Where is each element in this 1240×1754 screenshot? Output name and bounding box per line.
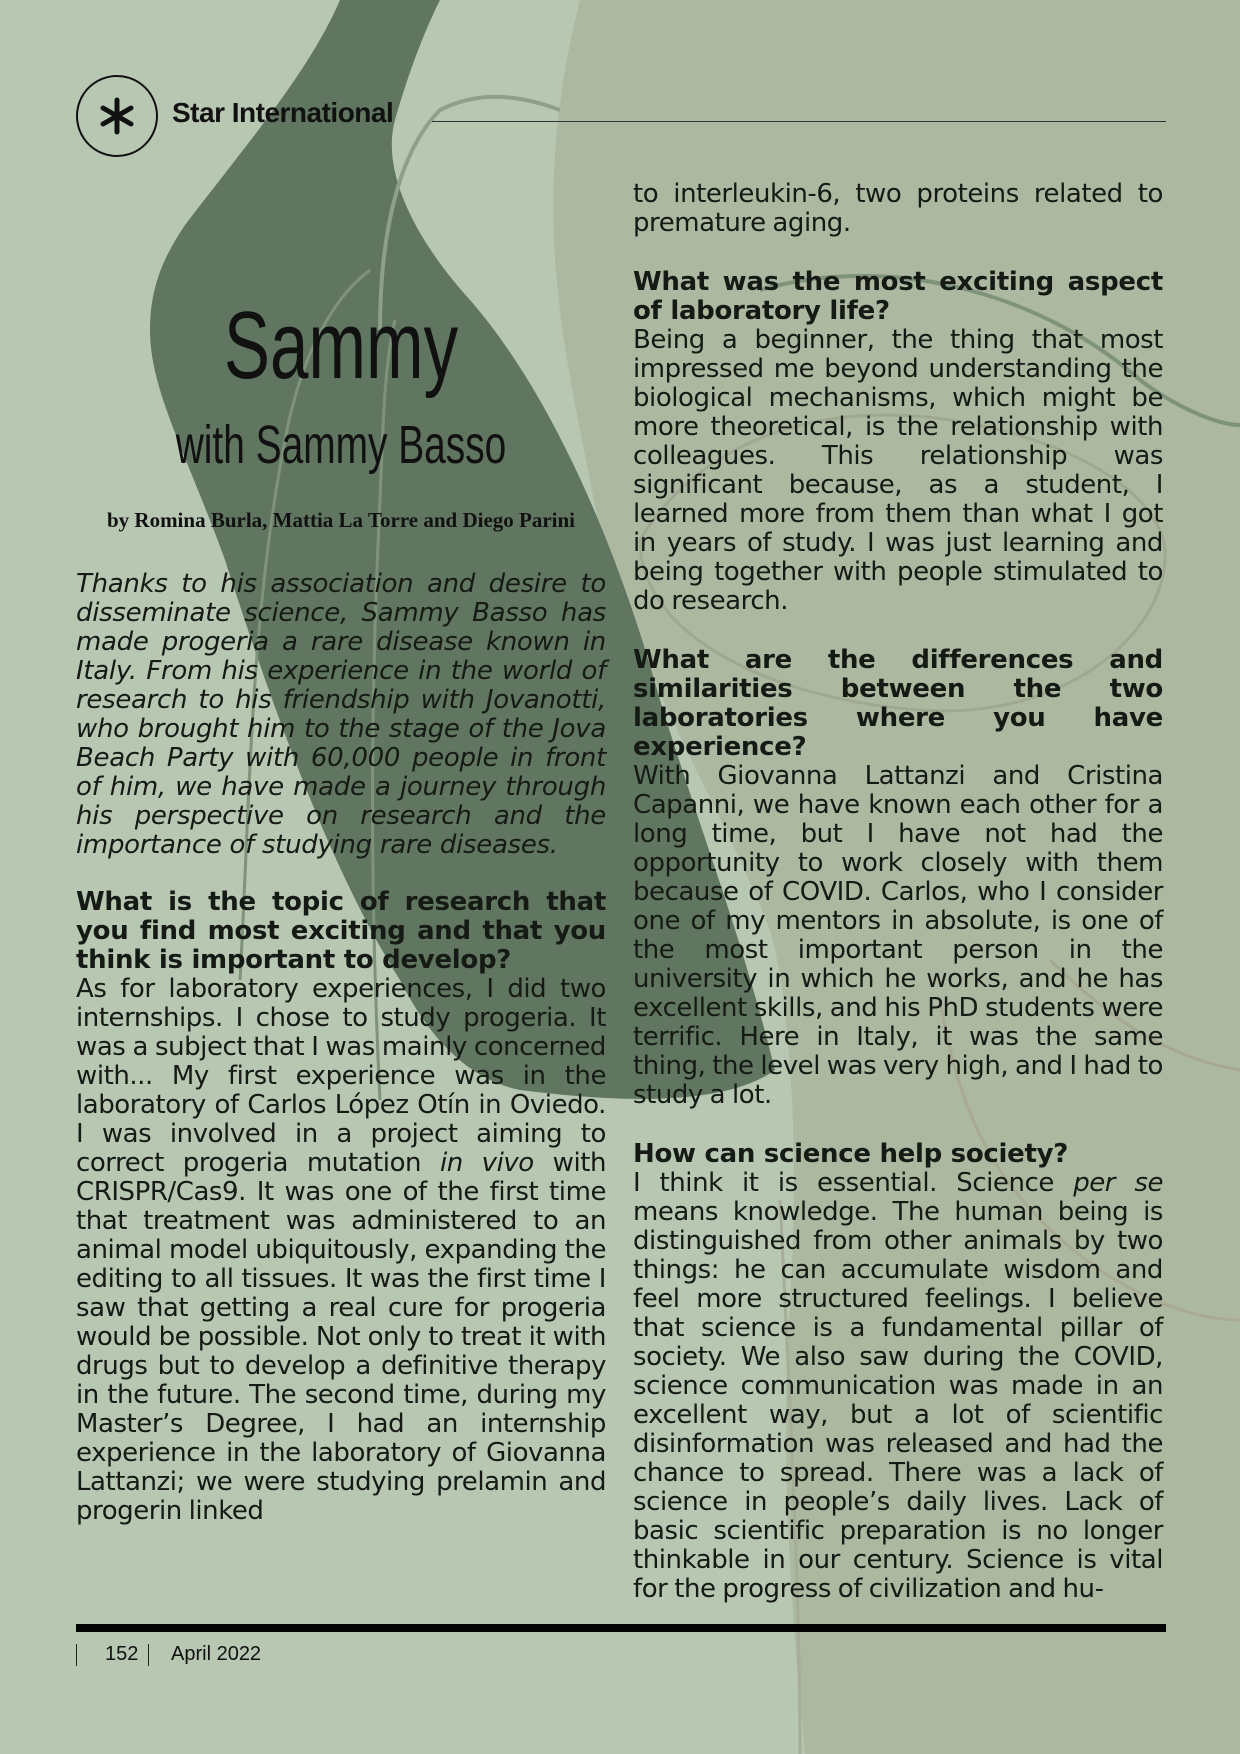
answer-1-text: As for laboratory experiences, I did two internships. I chose to study progeria. It was a subject that I was mainly concerned with... My first experience was in the laboratory of Carlos López Otín in Oviedo. I was involved in a project aiming to correct progeria mutation [76,974,606,1178]
article-subtitle: with Sammy Basso [175,415,507,475]
answer-4 [633,1169,1163,1604]
header-divider [432,121,1166,122]
article-byline: by Romina Burla, Mattia La Torre and Diego Parini [106,508,576,532]
issue-date: April 2022 [171,1643,262,1665]
footer-tick [76,1644,77,1666]
question-1: What is the topic of research that you find most exciting and that you think is important to develop? [76,887,606,975]
answer-4-text-cont: means knowledge. The human being is distinguished from other animals by two things: he can accumulate wisdom and feel more structured feelings. I believe that science is a fundamental pillar of society. We also saw during the COVID, science communication was made in an excellent way, but a lot of scientific disinformation was released and had the chance to spread. There was a lack of science in people’s daily lives. Lack of basic scientific preparation is no longer thinkable in our century. Science is vital for the progress of civilization and hu- [633,1197,1163,1604]
brand-name: Star International [172,97,394,128]
article-lead: Thanks to his association and desire to disseminate science, Sammy Basso has made progeria a rare disease known in Italy. From his experience in the world of research to his friendship with Jovanotti, who brought him to the stage of the Jova Beach Party with 60,000 people in front of him, we have made a journey through his perspective on research and the importance of studying rare diseases. [76,569,606,860]
answer-1-text-cont: with CRISPR/Cas9. It was one of the first time that treatment was administered to an animal model ubiquitously, expanding the editing to all tissues. It was the first time I saw that getting a real cure for progeria would be possible. Not only to treat it with drugs but to develop a definitive therapy in the future. The second time, during my Master’s Degree, I had an internship experience in the laboratory of Giovanna Lattanzi; we were studying prelamin and progerin linked [76,1148,606,1526]
article-title: Sammy [223,292,459,399]
answer-4-emphasis: per se [1073,1168,1163,1198]
right-column [633,180,1163,1634]
answer-3: With Giovanna Lattanzi and Cristina Capanni, we have known each other for a long time, but I have not had the opportunity to work closely with them because of COVID. Carlos, who I consider one of my mentors in absolute, is one of the most important person in the university in which he works, and he has excellent skills, and his PhD students were terrific. Here in Italy, it was the same thing, the level was very high, and I had to study a lot. [633,761,1163,1110]
brand-logo [76,75,158,157]
page-number: 152 [105,1643,139,1665]
question-4: How can science help society? [633,1139,1069,1169]
answer-1-continued: to interleukin-6, two proteins related to premature aging. [633,179,1163,238]
asterisk-icon [97,96,137,136]
answer-4-text: I think it is essential. Science [633,1168,1074,1198]
answer-2: Being a beginner, the thing that most impressed me beyond understanding the biological mechanisms, which might be more theoretical, is the relationship with colleagues. This relationship was significant because, as a student, I learned more from them than what I got in years of study. I was just learning and being together with people stimulated to do research. [633,325,1163,616]
question-3: What are the differences and similarities between the two laboratories where you have experience? [633,645,1163,762]
footer-tick [148,1644,149,1666]
question-2: What was the most exciting aspect of laboratory life? [633,267,1163,326]
left-column [76,570,606,1556]
answer-1-emphasis: in vivo [439,1148,534,1178]
answer-1 [76,975,606,1526]
